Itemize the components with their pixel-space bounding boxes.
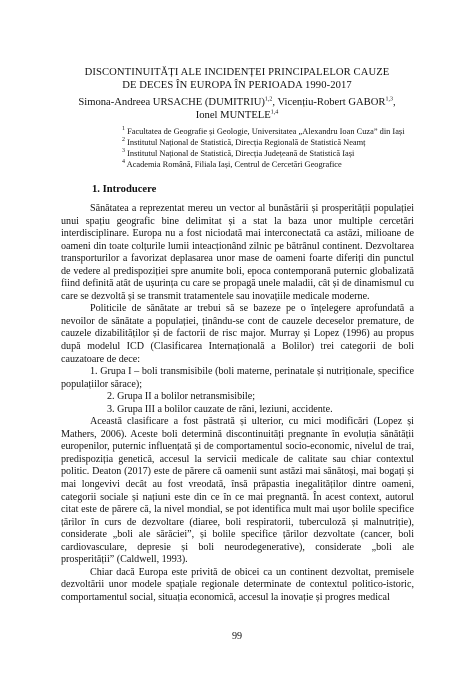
list-item: 1. Grupa I – boli transmisibile (boli materne, perinatale și nutriționale, specifice populațiilor sărace); bbox=[61, 366, 414, 390]
section-heading: 1. Introducere bbox=[92, 184, 157, 195]
title-line-1: DISCONTINUITĂȚI ALE INCIDENȚEI PRINCIPALELOR CAUZE bbox=[84, 67, 390, 78]
affiliation-number: 4 bbox=[122, 159, 125, 166]
affiliation-item bbox=[122, 126, 452, 137]
paragraph: Sănătatea a reprezentat mereu un vector al bunăstării și prosperității populației unui spațiu geografic bine delimitat și a stat la baza unor multiple cercetări interdisciplinare. Europa nu a fost niciodată mai interconectată ca astăzi, milioane de oameni din toate colțurile lumii inteacționând zilnic pe bătrânul continent. Dezvoltarea transporturilor a favorizat deplasarea unor mase de oameni foarte diferiți din punctul de vedere al predispoziției spre anumite boli, epoca contemporană puternic globalizată fiind definită atât de ușurința cu care se propagă unele maladii, cât și de dinamismul cu care se dezvoltă și se transmit tratamentele sau inovațiile medicale moderne. bbox=[61, 203, 414, 302]
paragraph: Această clasificare a fost păstrată și ulterior, cu mici modificări (Lopez și Mathers, 2006). Aceste boli determină discontinuități pregnante în evoluția sănătății europenilor, puternic influențată și de comportamentul socio-economic, nivelul de trai, predispoziția genetică, accesul la servicii medicale de calitate sau chiar contextul politic. Deaton (2017) este de părere că oamenii sunt astăzi mai sănătoși, mai bogați și mai longevivi decât au fost vreodată, însă prăpastia inegalităților dintre oameni, categorii sociale și națiuni este din ce în ce mai pregnantă. În acest context, autorul citat este de părere că, la nivel mondial, se pot identifica mult mai ușor bolile specifice țărilor în curs de dezvoltare (diaree, boli respiratorii, tuberculoză și malnutriție), considerate „boli ale sărăciei”, și bolile specifice țărilor dezvoltate (cancer, boli cardiovasculare, depresie și boli neurodegenerative), considerate „boli ale prosperității” (Caldwell, 1993). bbox=[61, 416, 414, 566]
affiliation-item bbox=[122, 159, 452, 170]
affiliation-text: Institutul Național de Statistică, Direcția Regională de Statistică Neamț bbox=[127, 138, 366, 147]
title-line-2: DE DECES ÎN EUROPA ÎN PERIOADA 1990-2017 bbox=[122, 80, 352, 91]
affiliation-text: Institutul Național de Statistică, Direcția Județeană de Statistică Iași bbox=[127, 149, 355, 158]
page-number: 99 bbox=[231, 631, 243, 642]
paragraph: Politicile de sănătate ar trebui să se bazeze pe o înțelegere aprofundată a nevoilor de sănătate a populației, ținându-se cont de cauzele deceselor premature, de cauzele dizabilităților și de factorii de risc major. Murray și Lopez (1996) au propus după modelul ICD (Clasificarea Internațională a Bolilor) trei categorii de boli cauzatoare de dece: bbox=[61, 303, 414, 365]
body-text bbox=[61, 203, 414, 605]
author-name: Simona-Andreea URSACHE (DUMITRIU) bbox=[78, 97, 265, 108]
disease-groups-list bbox=[61, 366, 414, 416]
author-name: Vicențiu-Robert GABOR bbox=[277, 97, 386, 108]
affiliation-number: 2 bbox=[122, 137, 125, 144]
paper-title bbox=[60, 66, 414, 92]
affiliations bbox=[122, 126, 452, 170]
author-line-1: Simona-Andreea URSACHE (DUMITRIU)$^{1,2}$, Vicențiu-Robert GABOR$^{1,3}$, bbox=[78, 96, 396, 108]
affiliation-text: Academia Română, Filiala Iași, Centrul de Cercetări Geografice bbox=[126, 160, 342, 169]
author-name: Ionel MUNTELE bbox=[195, 110, 271, 121]
author-line-2 bbox=[60, 109, 414, 122]
author-affiliation-sup: 1,3 bbox=[385, 96, 393, 103]
affiliation-text: Facultatea de Geografie și Geologie, Universitatea „Alexandru Ioan Cuza” din Iași bbox=[127, 127, 405, 136]
paragraph: Chiar dacă Europa este privită de obicei ca un continent dezvoltat, premisele dezvoltării unor modele spațiale regionale determinate de contextul politico-istoric, comportamentul social, situația economică, accesul la inovație și progres medical bbox=[61, 566, 414, 603]
affiliation-number: 1 bbox=[122, 126, 125, 133]
affiliation-item bbox=[122, 148, 452, 159]
author-list bbox=[60, 96, 414, 122]
author-affiliation-sup: 1,4 bbox=[270, 109, 279, 116]
affiliation-number: 3 bbox=[122, 148, 125, 155]
list-item: 2. Grupa II a bolilor netransmisibile; bbox=[107, 391, 256, 403]
affiliation-item bbox=[122, 137, 452, 148]
author-affiliation-sup: 1,2 bbox=[264, 96, 273, 103]
list-item: 3. Grupa III a bolilor cauzate de răni, leziuni, accidente. bbox=[107, 403, 333, 415]
